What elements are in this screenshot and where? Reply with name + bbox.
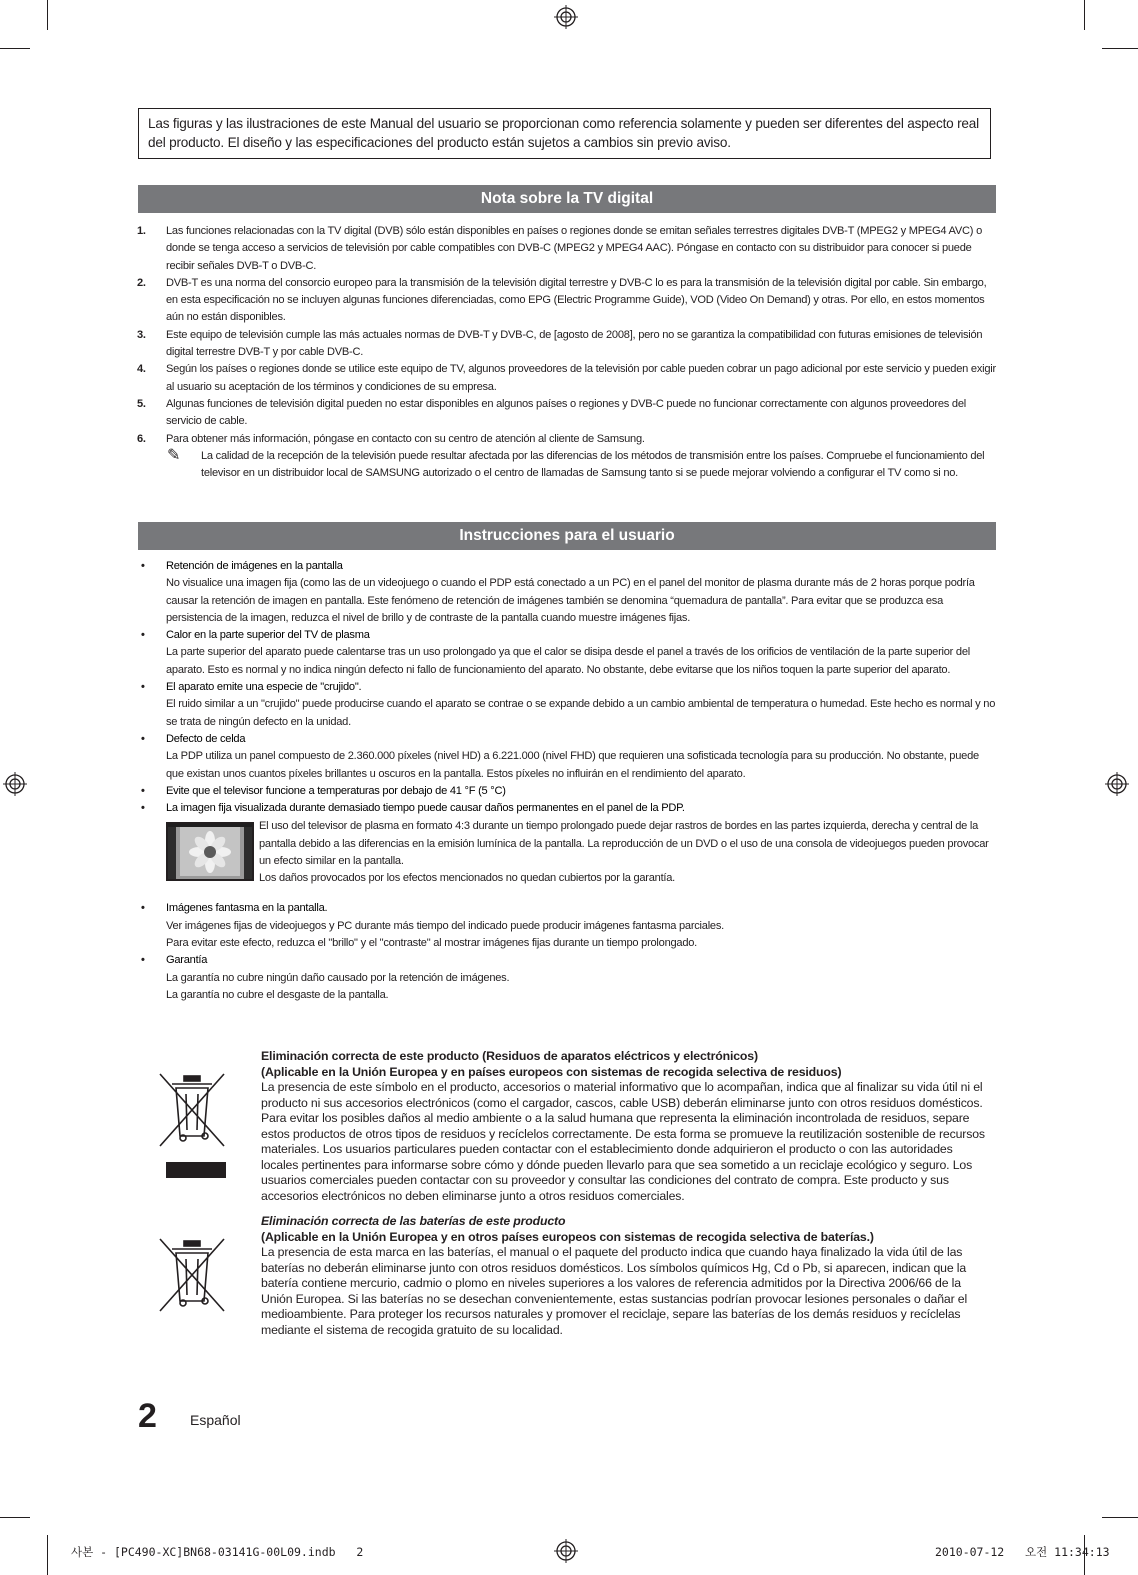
note-item — [137, 448, 997, 483]
battery-disposal-text — [261, 1214, 989, 1338]
crop-mark — [0, 1517, 30, 1518]
list-item — [141, 800, 997, 817]
weee-title: Eliminación correcta de este producto (Residuos de aparatos eléctricos y electrónicos) — [261, 1049, 758, 1063]
item-text: Según los países o regiones donde se utilice este equipo de TV, algunos proveedores de la televisión por cable pueden cobrar un pago adicional por este servicio y pueden exigir al usuario su aceptación de los términos y condiciones de su empresa. — [166, 363, 996, 393]
item-text: Para obtener más información, póngase en contacto con su centro de atención al cliente de Samsung. — [166, 432, 645, 445]
item-text: Las funciones relacionadas con la TV digital (DVB) sólo están disponibles en países o regiones donde se emitan señales terrestres digitales DVB-T (MPEG2 y MPEG4 AVC) o donde se tenga acceso a servicios de televisión por cable compatibles con DVB-C (MPEG2 y MPEG4 AAC). Póngase en contacto con su distribuidor para conocer si puede recibir señales DVB-T o DVB-C. — [166, 225, 982, 272]
section-title-digital-tv: Nota sobre la TV digital — [138, 185, 996, 213]
disclaimer-box: Las figuras y las ilustraciones de este Manual del usuario se proporcionan como referencia solamente y pueden ser diferentes del aspecto real del producto. El diseño y las especificaciones del producto están sujetos a cambios sin previo aviso. — [138, 108, 991, 159]
page-language: Español — [190, 1412, 241, 1428]
bullet-icon: • — [141, 784, 145, 797]
page-number: 2 — [138, 1397, 157, 1435]
item-body: La garantía no cubre ningún daño causado por la retención de imágenes. — [166, 971, 510, 984]
bullet-icon: • — [141, 560, 145, 572]
registration-mark-icon — [554, 1539, 578, 1563]
print-file-slug: 사본 - [PC490-XC]BN68-03141G-00L09.indb 2 — [71, 1545, 364, 1559]
item-heading: El aparato emite una especie de "crujido". — [166, 681, 362, 694]
item-heading: Evite que el televisor funcione a temperaturas por debajo de 41 °F (5 °C) — [166, 784, 506, 797]
screen-burn-illustration — [166, 822, 254, 881]
battery-title: Eliminación correcta de las baterías de este producto — [261, 1214, 566, 1228]
list-item — [137, 361, 997, 396]
pdp-text — [259, 818, 997, 887]
pdp-illustration-row — [141, 818, 997, 890]
list-item — [137, 396, 997, 431]
item-number: 1. — [137, 225, 146, 237]
crop-mark — [47, 1535, 48, 1575]
item-heading: Imágenes fantasma en la pantalla. — [166, 902, 328, 915]
item-heading: Garantía — [166, 954, 208, 967]
item-number: 3. — [137, 328, 146, 341]
battery-body: La presencia de esta marca en las baterías, el manual o el paquete del producto indica que cuando haya finalizado la vida útil de las baterías no deberán eliminarse junto con otros residuos domésticos. Los símbolos químicos Hg, Cd o Pb, si aparecen, indican que la batería contiene mercurio, cadmio o plomo en niveles superiores a los valores de referencia admitidos por la Directiva 2006/66 de la Unión Europea. Si las baterías no se desechan convenientemente, estas sustancias podrían provocar lesiones personales o dañar el medioambiente. Para proteger los recursos naturales y promover el reciclaje, separe las baterías de los demás residuos y recíclelas mediante el sistema de recogida gratuito de su localidad. — [261, 1245, 968, 1337]
digital-tv-notes-list — [137, 223, 997, 482]
bullet-icon: • — [141, 954, 145, 967]
list-item — [137, 431, 997, 448]
weee-body: La presencia de este símbolo en el producto, accesorios o material informativo que lo acompañan, indica que al finalizar su vida útil ni el producto ni sus accesorios electrónicos (como el cargador, cascos, cable USB) deberán eliminarse junto con otros residuos domésticos. Para evitar los posibles daños al medio ambiente o a la salud humana que representa la eliminación incontrolada de residuos, separe estos productos de otros tipos de residuos y recíclelos correctamente. De esta forma se promueve la reutilización sostenible de recursos materiales. Los usuarios particulares pueden contactar con el establecimiento donde adquirieron el producto o con las autoridades locales pertinentes para informarse sobre cómo y dónde pueden llevarlo para que sea sometido a un reciclaje ecológico y seguro. Los usuarios comerciales pueden contactar con su proveedor y consultar las condiciones del contrato de compra. Este producto y sus accesorios electrónicos no deben eliminarse junto a otros residuos comerciales. — [261, 1080, 985, 1203]
item-heading: Calor en la parte superior del TV de plasma — [166, 629, 370, 642]
registration-mark-icon — [1105, 772, 1129, 796]
item-text: Algunas funciones de televisión digital pueden no estar disponibles en algunos países o regiones y DVB-C puede no funcionar correctamente con algunos proveedores del servicio de cable. — [166, 397, 966, 428]
item-heading: La imagen fija visualizada durante demasiado tiempo puede causar daños permanentes en el panel de la PDP. — [166, 802, 685, 815]
item-heading: Retención de imágenes en la pantalla — [166, 560, 343, 572]
bullet-icon: • — [141, 802, 145, 815]
bullet-icon: • — [141, 732, 145, 745]
crop-mark — [1102, 1517, 1138, 1518]
item-body: La garantía no cubre el desgaste de la pantalla. — [166, 988, 389, 1001]
crop-mark — [1084, 0, 1085, 30]
registration-mark-icon — [554, 5, 578, 29]
item-body: Ver imágenes fijas de videojuegos y PC durante más tiempo del indicado puede producir imágenes fantasma parciales. — [166, 919, 724, 932]
list-item — [141, 558, 997, 627]
item-body: Para evitar este efecto, reduzca el "brillo" y el "contraste" al mostrar imágenes fijas durante un tiempo prolongado. — [166, 937, 698, 950]
list-item — [137, 223, 997, 275]
weee-disposal-text — [261, 1049, 989, 1204]
list-item — [141, 731, 997, 783]
crossed-out-bin-icon — [156, 1070, 228, 1178]
pdp-warranty-note: Los daños provocados por los efectos mencionados no quedan cubiertos por la garantía. — [259, 872, 676, 885]
item-body: La parte superior del aparato puede calentarse tras un uso prolongado ya que el calor se disipa desde el panel a través de los orificios de ventilación de la parte superior del aparato. Esto es normal y no indica ningún defecto ni fallo de funcionamiento del aparato. No obstante, debe evitarse que los niños toquen la parte superior del aparato. — [166, 646, 970, 676]
item-number: 2. — [137, 276, 146, 289]
crossed-out-battery-bin-icon — [156, 1235, 228, 1315]
pdp-explanation: El uso del televisor de plasma en formato 4:3 durante un tiempo prolongado puede dejar rastros de bordes en las partes izquierda, derecha y central de la pantalla debido a las diferencias en la emisión lumínica de la pantalla. La reproducción de un DVD o el uso de una consola de videojuegos pueden provocar un efecto similar en la pantalla. — [259, 820, 989, 868]
list-item — [141, 627, 997, 679]
list-item — [137, 275, 997, 327]
item-body: La PDP utiliza un panel compuesto de 2.360.000 píxeles (nivel HD) a 6.221.000 (nivel FHD) que requieren una sofisticada tecnología para su producción. No obstante, puede que existan unos cuantos píxeles brillantes u oscuros en la pantalla. Estos píxeles no influirán en el rendimiento del aparato. — [166, 750, 979, 780]
bullet-icon: • — [141, 629, 145, 642]
bullet-icon: • — [141, 902, 145, 915]
crop-mark — [0, 48, 30, 49]
list-item — [141, 900, 997, 952]
crop-mark — [47, 0, 48, 30]
item-text: Este equipo de televisión cumple las más actuales normas de DVB-T y DVB-C, de [agosto de 2008], pero no se garantiza la compatibilidad con futuras emisiones de televisión digital terrestre DVB-T y por cable DVB-C. — [166, 328, 983, 359]
print-timestamp: 2010-07-12 오전 11:34:13 — [935, 1545, 1110, 1559]
registration-mark-icon — [3, 772, 27, 796]
item-heading: Defecto de celda — [166, 732, 246, 745]
note-text: La calidad de la recepción de la televisión puede resultar afectada por las diferencias de los métodos de transmisión entre los países. Compruebe el funcionamiento del televisor en un distribuidor local de SAMSUNG autorizado o el centro de llamadas de Samsung tanto si se puede mejorar volviendo a configurar el TV como si no. — [201, 449, 985, 480]
battery-subtitle: (Aplicable en la Unión Europea y en otros países europeos con sistemas de recogida selectiva de baterías.) — [261, 1229, 874, 1244]
instructions-list — [141, 558, 997, 1004]
item-body: El ruido similar a un "crujido" puede producirse cuando el aparato se contrae o se expande debido a un cambio ambiental de temperatura o humedad. Este hecho es normal y no se trata de ningún defecto en la unidad. — [166, 698, 996, 728]
weee-subtitle: (Aplicable en la Unión Europea y en países europeos con sistemas de recogida selectiva de residuos) — [261, 1064, 842, 1079]
list-item — [137, 327, 997, 362]
section-title-instructions: Instrucciones para el usuario — [138, 522, 996, 550]
pencil-note-icon: ✎ — [167, 446, 181, 464]
item-number: 4. — [137, 363, 146, 376]
item-number: 5. — [137, 397, 146, 410]
list-item — [141, 783, 997, 800]
list-item — [141, 679, 997, 731]
item-text: DVB-T es una norma del consorcio europeo para la transmisión de la televisión digital terrestre y DVB-C lo es para la transmisión de la televisión digital por cable. Sin embargo, en esta especificación no se incluyen algunas funciones diferenciadas, como EPG (Electric Programme Guide), VOD (Video On Demand) y otras. Por ello, en estos momentos aún no están disponibles. — [166, 276, 987, 324]
item-number: 6. — [137, 432, 146, 445]
crop-mark — [1102, 48, 1138, 49]
item-body: No visualice una imagen fija (como las de un videojuego o cuando el PDP está conectado a un PC) en el panel del monitor de plasma durante más de 2 horas porque podría causar la retención de imagen en pantalla. Este fenómeno de retención de imágenes también se denomina “quemadura de pantalla”. Para evitar que se produzca esa persistencia de la imagen, reduzca el nivel de brillo y de contraste de la pantalla cuando muestre imágenes fijas. — [166, 577, 975, 624]
bullet-icon: • — [141, 681, 145, 694]
list-item — [141, 952, 997, 1004]
